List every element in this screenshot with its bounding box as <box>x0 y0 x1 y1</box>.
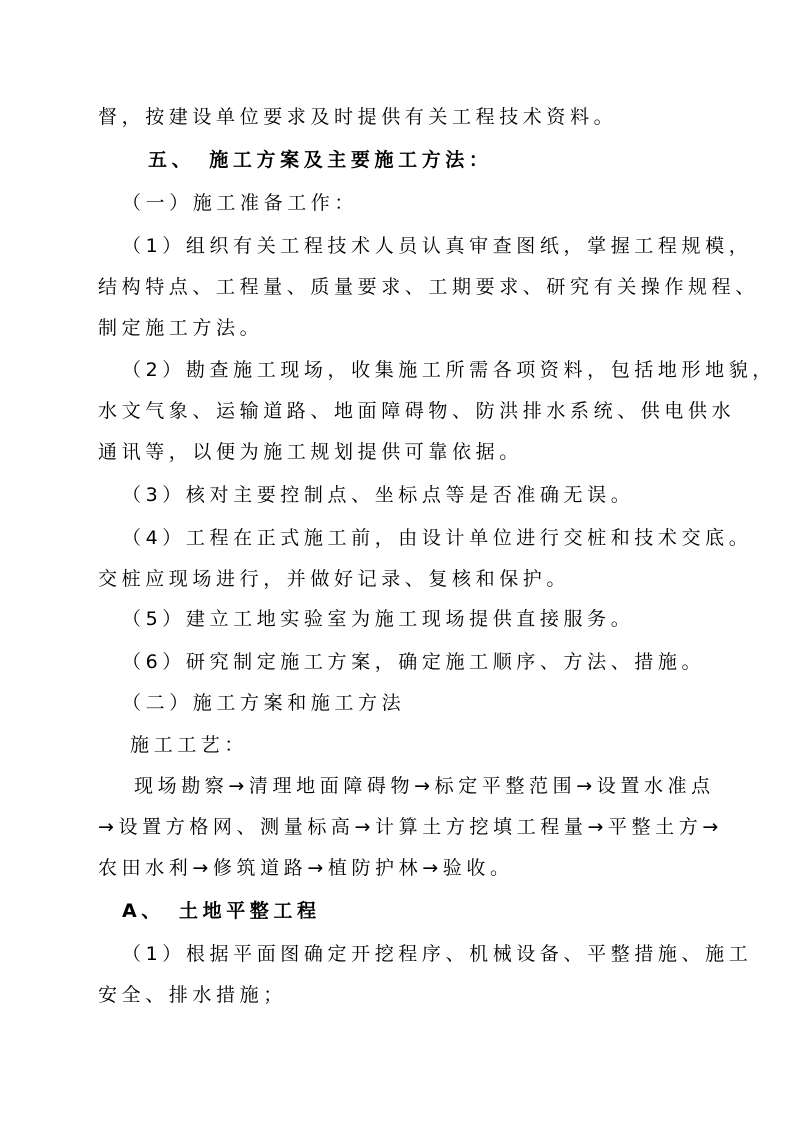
text-line: 通讯等，以便为施工规划提供可靠依据。 <box>98 441 523 463</box>
text-line: 农田水利→修筑道路→植防护林→验收。 <box>98 857 514 879</box>
section-heading: A、 土地平整工程 <box>122 900 321 922</box>
text-line: 水文气象、运输道路、地面障碍物、防洪排水系统、供电供水 <box>98 400 736 422</box>
text-line: （6）研究制定施工方案，确定施工顺序、方法、措施。 <box>122 651 706 673</box>
text-line: 现场勘察→清理地面障碍物→标定平整范围→设置水准点 <box>134 775 715 797</box>
text-line: →设置方格网、测量标高→计算土方挖填工程量→平整土方→ <box>98 816 723 838</box>
text-line: 安全、排水措施； <box>98 984 287 1006</box>
text-line: （3）核对主要控制点、坐标点等是否准确无误。 <box>122 484 635 506</box>
text-line: （5）建立工地实验室为施工现场提供直接服务。 <box>122 608 635 630</box>
section-heading: 五、 施工方案及主要施工方法： <box>148 149 493 171</box>
text-line: 制定施工方法。 <box>98 317 264 339</box>
text-line: （2）勘查施工现场，收集施工所需各项资料，包括地形地貌， <box>122 359 776 381</box>
text-line: 交桩应现场进行，并做好记录、复核和保护。 <box>98 568 571 590</box>
text-line: （4）工程在正式施工前，由设计单位进行交桩和技术交底。 <box>122 527 753 549</box>
text-line: （1）组织有关工程技术人员认真审查图纸，掌握工程规模， <box>122 235 753 257</box>
text-line: 督，按建设单位要求及时提供有关工程技术资料。 <box>98 106 618 128</box>
subsection-heading: （一）施工准备工作： <box>122 192 359 214</box>
text-line: 施工工艺： <box>130 734 249 756</box>
subsection-heading: （二）施工方案和施工方法 <box>122 692 406 714</box>
text-line: （1）根据平面图确定开挖程序、机械设备、平整措施、施工 <box>122 943 753 965</box>
text-line: 结构特点、工程量、质量要求、工期要求、研究有关操作规程、 <box>98 276 759 298</box>
